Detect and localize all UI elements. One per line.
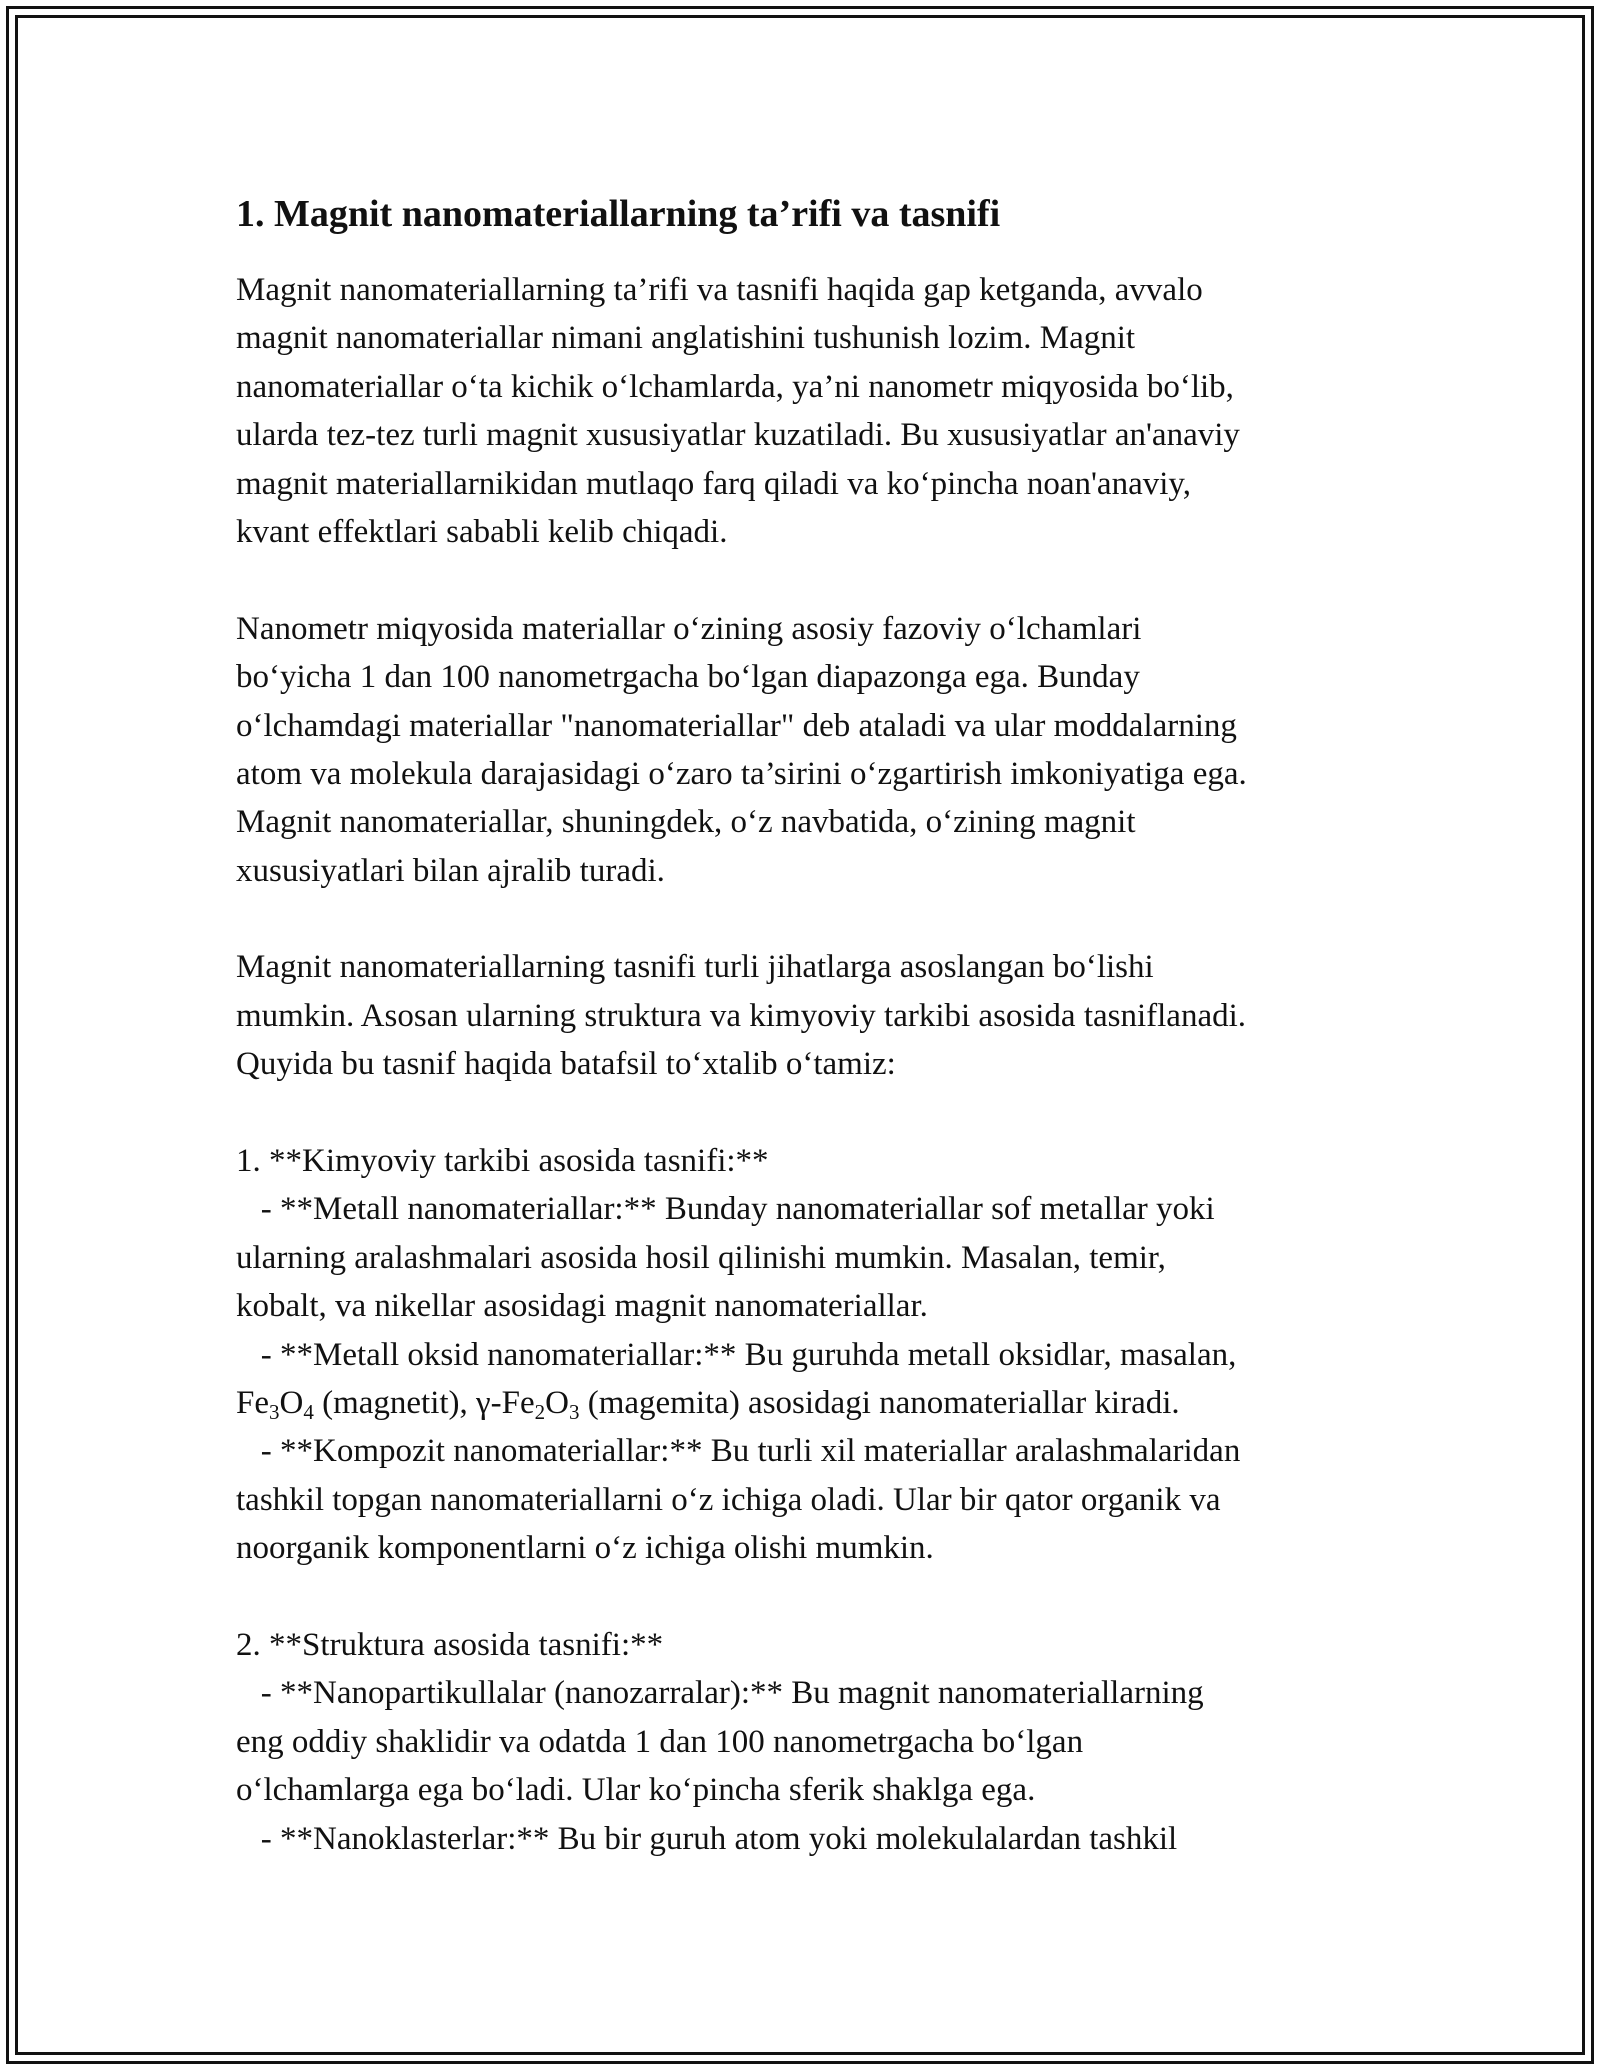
list-chemical-composition xyxy=(236,1137,1396,1573)
paragraph-gap xyxy=(236,895,1396,943)
list-structure xyxy=(236,1621,1396,1863)
text-line: ularda tez-tez turli magnit xususiyatlar kuzatiladi. Bu xususiyatlar an'anaviy xyxy=(236,417,1240,454)
subscript: 3 xyxy=(269,1399,280,1424)
text-line: bo‘yicha 1 dan 100 nanometrgacha bo‘lgan diapazonga ega. Bunday xyxy=(236,659,1140,696)
list-item-line: ularning aralashmalari asosida hosil qilinishi mumkin. Masalan, temir, xyxy=(236,1239,1166,1276)
text-line: magnit nanomateriallar nimani anglatishini tushunish lozim. Magnit xyxy=(236,320,1136,357)
list-heading: 1. **Kimyoviy tarkibi asosida tasnifi:** xyxy=(236,1143,769,1180)
subscript: 2 xyxy=(534,1399,546,1424)
list-item-line: eng oddiy shaklidir va odatda 1 dan 100 nanometrgacha bo‘lgan xyxy=(236,1723,1084,1760)
list-heading: 2. **Struktura asosida tasnifi:** xyxy=(236,1626,664,1663)
list-item-line: - **Kompozit nanomateriallar:** Bu turli xil materiallar aralashmalaridan xyxy=(236,1433,1241,1470)
paragraph-gap xyxy=(236,1573,1396,1621)
text-line: atom va molekula darajasidagi o‘zaro ta’sirini o‘zgartirish imkoniyatiga ega. xyxy=(236,755,1247,792)
list-item-line: - **Nanopartikullalar (nanozarralar):** Bu magnit nanomateriallarning xyxy=(236,1675,1204,1712)
list-item-line: kobalt, va nikellar asosidagi magnit nanomateriallar. xyxy=(236,1288,928,1325)
paragraph-gap xyxy=(236,1089,1396,1137)
formula-text: O xyxy=(545,1384,569,1421)
paragraph-classification-intro xyxy=(236,943,1396,1088)
list-item-line: noorganik komponentlarni o‘z ichiga olishi mumkin. xyxy=(236,1530,934,1567)
text-line: o‘lchamdagi materiallar "nanomateriallar" deb ataladi va ular moddalarning xyxy=(236,707,1237,744)
document-body xyxy=(236,188,1396,1863)
text-line: magnit materiallarnikidan mutlaqo farq qiladi va ko‘pincha noan'anaviy, xyxy=(236,465,1191,502)
text-line: Magnit nanomateriallar, shuningdek, o‘z navbatida, o‘zining magnit xyxy=(236,804,1136,841)
text-line: xususiyatlari bilan ajralib turadi. xyxy=(236,852,665,889)
formula-line xyxy=(236,1379,1396,1427)
text-line: Quyida bu tasnif haqida batafsil to‘xtalib o‘tamiz: xyxy=(236,1046,896,1083)
section-title: 1. Magnit nanomateriallarning ta’rifi va tasnifi xyxy=(236,193,1001,235)
list-item-line: - **Metall nanomateriallar:** Bunday nanomateriallar sof metallar yoki xyxy=(236,1191,1215,1228)
text-line: kvant effektlari sababli kelib chiqadi. xyxy=(236,513,728,550)
list-item-line: tashkil topgan nanomateriallarni o‘z ichiga oladi. Ular bir qator organik va xyxy=(236,1481,1221,1518)
text-line: Magnit nanomateriallarning tasnifi turli jihatlarga asoslangan bo‘lishi xyxy=(236,949,1154,986)
list-item-line: o‘lchamlarga ega bo‘ladi. Ular ko‘pincha sferik shaklga ega. xyxy=(236,1772,1036,1809)
formula-text: (magnetit), γ-Fe xyxy=(313,1384,535,1421)
subscript: 4 xyxy=(303,1399,314,1424)
formula-text: O xyxy=(279,1384,304,1421)
subscript: 3 xyxy=(568,1399,580,1424)
formula-text: Fe xyxy=(236,1384,269,1421)
formula-text: (magemita) asosidagi nanomateriallar kiradi. xyxy=(579,1384,1180,1421)
text-line: Nanometr miqyosida materiallar o‘zining asosiy fazoviy o‘lchamlari xyxy=(236,610,1142,647)
paragraph-definition xyxy=(236,266,1396,556)
text-line: Magnit nanomateriallarning ta’rifi va tasnifi haqida gap ketganda, avvalo xyxy=(236,272,1203,308)
list-item-line: - **Nanoklasterlar:** Bu bir guruh atom yoki molekulalardan tashkil xyxy=(236,1820,1178,1857)
text-line: mumkin. Asosan ularning struktura va kimyoviy tarkibi asosida tasniflanadi. xyxy=(236,997,1247,1034)
paragraph-gap xyxy=(236,556,1396,604)
list-item-line: - **Metall oksid nanomateriallar:** Bu guruhda metall oksidlar, masalan, xyxy=(236,1336,1237,1373)
text-line: nanomateriallar o‘ta kichik o‘lchamlarda, ya’ni nanometr miqyosida bo‘lib, xyxy=(236,368,1234,405)
paragraph-nanometer-scale xyxy=(236,605,1396,895)
